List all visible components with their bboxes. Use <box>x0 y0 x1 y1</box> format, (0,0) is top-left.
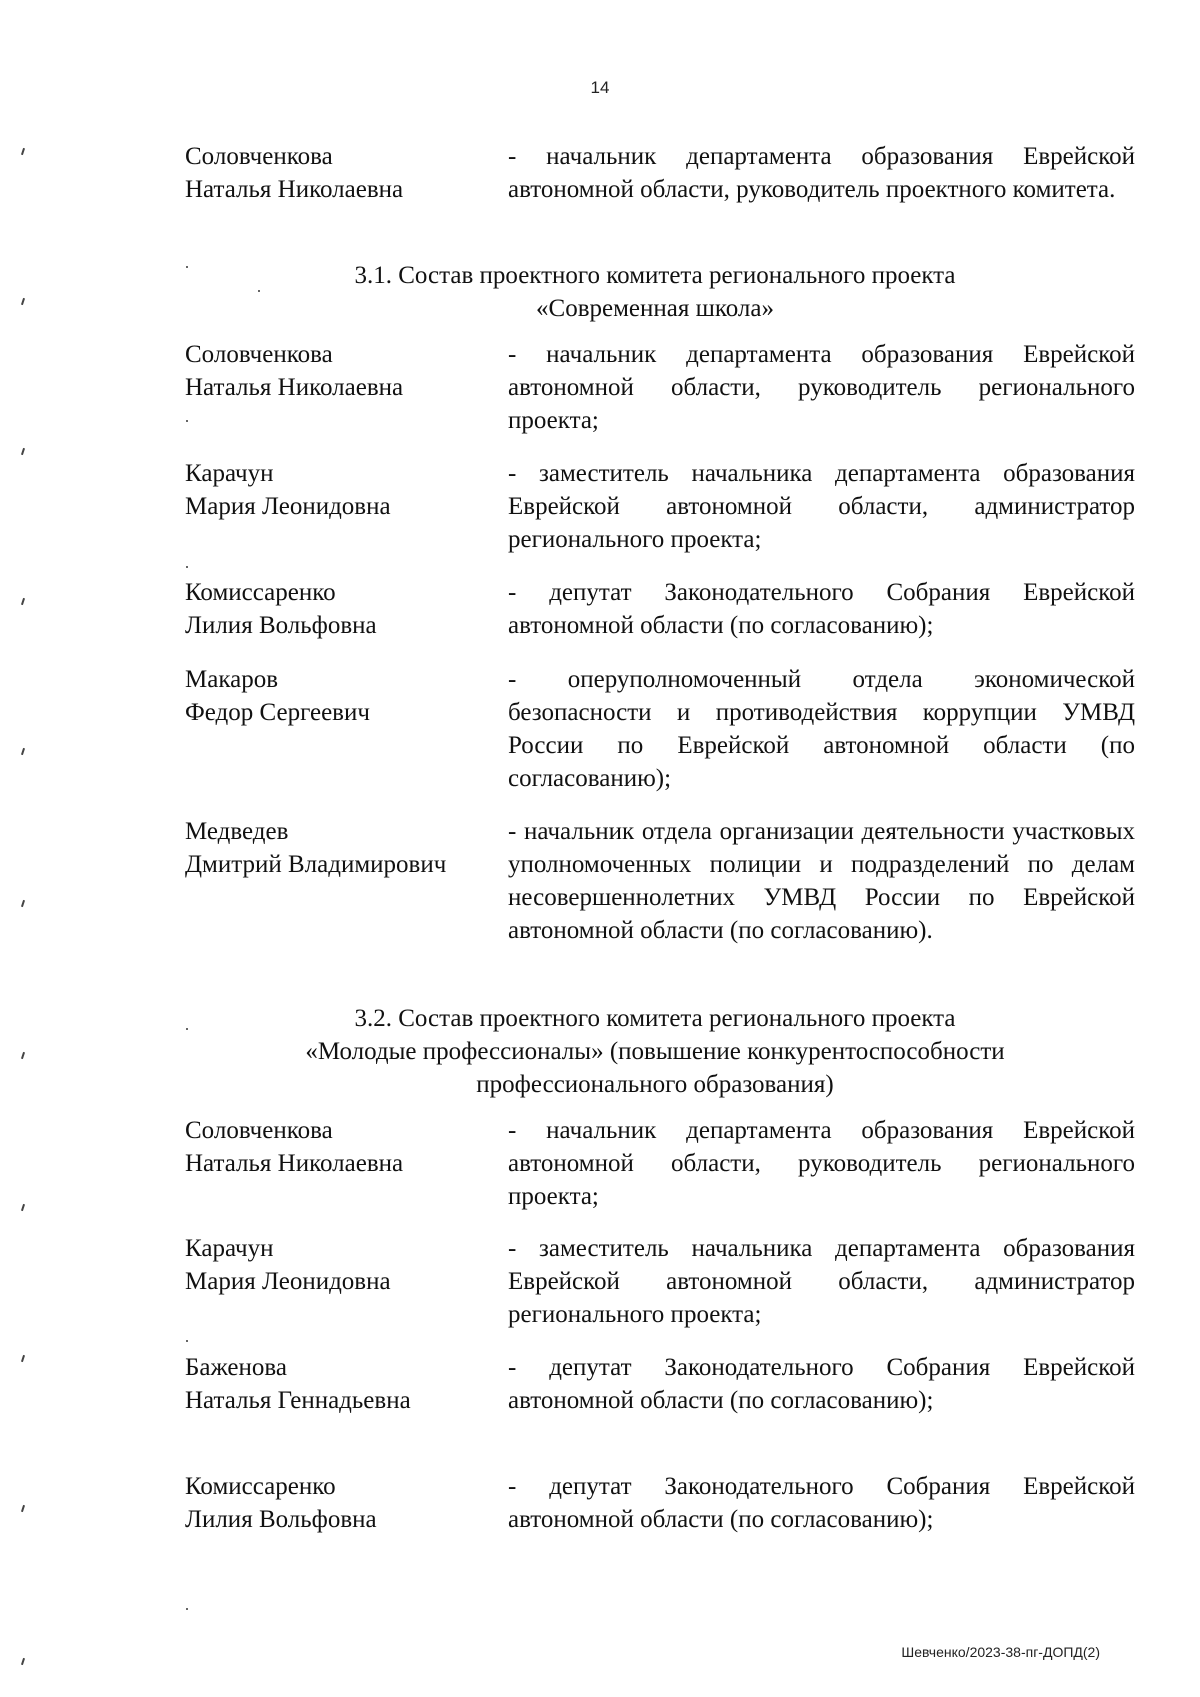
member-given-names: Лилия Вольфовна <box>185 1506 377 1533</box>
section-3-1-entry-1 <box>185 338 1135 437</box>
member-entry <box>185 576 1135 642</box>
intro-entry <box>185 140 1135 206</box>
member-entry <box>185 1114 1135 1213</box>
member-surname: Соловченкова <box>185 341 333 368</box>
section-3-1-title <box>180 259 1130 325</box>
scan-artifact <box>21 1505 25 1512</box>
member-role: - депутат Законодательного Собрания Еврейской автономной области (по согласованию); <box>508 1354 1135 1414</box>
member-name <box>185 1470 508 1536</box>
scan-artifact <box>21 298 25 305</box>
member-role: - оперуполномоченный отдела экономической безопасности и противодействия коррупции УМВД России по Еврейской автономной области (по согласованию); <box>508 666 1135 792</box>
member-name <box>185 457 508 556</box>
member-given-names: Лилия Вольфовна <box>185 612 377 639</box>
section-3-2-entry-2 <box>185 1232 1135 1331</box>
member-role: - депутат Законодательного Собрания Еврейской автономной области (по согласованию); <box>508 579 1135 639</box>
member-given-names: Мария Леонидовна <box>185 493 391 520</box>
member-surname: Медведев <box>185 818 289 845</box>
member-surname: Макаров <box>185 666 278 693</box>
section-title-line: профессионального образования) <box>476 1071 834 1098</box>
scan-artifact <box>186 420 188 422</box>
section-title-line: «Молодые профессионалы» (повышение конкурентоспособности <box>305 1038 1005 1065</box>
member-surname: Комиссаренко <box>185 1473 336 1500</box>
member-given-names: Наталья Николаевна <box>185 1150 404 1177</box>
member-entry <box>185 140 1135 206</box>
section-3-2-title <box>180 1002 1130 1101</box>
member-given-names: Наталья Николаевна <box>185 374 404 401</box>
section-3-1-entry-2 <box>185 457 1135 556</box>
member-surname: Карачун <box>185 1235 274 1262</box>
section-title-line: 3.2. Состав проектного комитета регионального проекта <box>354 1005 956 1032</box>
document-reference-code: Шевченко/2023-38-пг-ДОПД(2) <box>901 1644 1100 1660</box>
member-name <box>185 338 508 437</box>
member-surname: Комиссаренко <box>185 579 336 606</box>
member-surname: Карачун <box>185 460 274 487</box>
member-given-names: Мария Леонидовна <box>185 1268 391 1295</box>
member-entry <box>185 457 1135 556</box>
member-surname: Соловченкова <box>185 143 333 170</box>
scan-artifact <box>21 148 25 155</box>
scan-artifact <box>186 1028 188 1030</box>
scan-artifact <box>186 1608 188 1610</box>
scan-artifact <box>21 1052 25 1059</box>
member-name <box>185 1351 508 1417</box>
scan-artifact <box>21 1204 25 1211</box>
member-name <box>185 576 508 642</box>
scan-artifact <box>21 900 25 907</box>
member-given-names: Наталья Николаевна <box>185 176 404 203</box>
member-name <box>185 1232 508 1331</box>
member-given-names: Дмитрий Владимирович <box>185 851 447 878</box>
member-role: - депутат Законодательного Собрания Еврейской автономной области (по согласованию); <box>508 1473 1135 1533</box>
section-3-2-entry-4 <box>185 1470 1135 1536</box>
member-surname: Баженова <box>185 1354 287 1381</box>
member-role: - начальник департамента образования Еврейской автономной области, руководитель регионального проекта; <box>508 341 1135 434</box>
member-entry <box>185 1351 1135 1417</box>
section-3-2-entry-3 <box>185 1351 1135 1417</box>
section-3-1-entry-5 <box>185 815 1135 947</box>
member-name <box>185 140 508 206</box>
scan-artifact <box>21 748 25 755</box>
member-given-names: Федор Сергеевич <box>185 699 370 726</box>
member-role: - заместитель начальника департамента образования Еврейской автономной области, администратор регионального проекта; <box>508 1235 1135 1328</box>
section-3-1-entry-3 <box>185 576 1135 642</box>
member-name <box>185 815 508 947</box>
member-role: - заместитель начальника департамента образования Еврейской автономной области, администратор регионального проекта; <box>508 460 1135 553</box>
member-role: - начальник отдела организации деятельности участковых уполномоченных полиции и подразделений по делам несовершеннолетних УМВД России по Еврейской автономной области (по согласованию). <box>508 818 1135 944</box>
member-role: - начальник департамента образования Еврейской автономной области, руководитель проектного комитета. <box>508 143 1135 203</box>
member-surname: Соловченкова <box>185 1117 333 1144</box>
scan-artifact <box>258 290 260 292</box>
member-entry <box>185 338 1135 437</box>
member-name <box>185 663 508 795</box>
member-entry <box>185 1470 1135 1536</box>
member-given-names: Наталья Геннадьевна <box>185 1387 411 1414</box>
scan-artifact <box>21 598 25 605</box>
section-title-line: «Современная школа» <box>536 295 774 322</box>
member-role: - начальник департамента образования Еврейской автономной области, руководитель регионального проекта; <box>508 1117 1135 1210</box>
page-number: 14 <box>590 78 610 97</box>
member-entry <box>185 815 1135 947</box>
member-entry <box>185 663 1135 795</box>
section-title-line: 3.1. Состав проектного комитета регионального проекта <box>354 262 956 289</box>
member-name <box>185 1114 508 1213</box>
scan-artifact <box>21 1658 25 1665</box>
member-entry <box>185 1232 1135 1331</box>
scan-artifact <box>186 266 188 268</box>
scan-artifact <box>186 1340 188 1342</box>
scan-artifact <box>186 566 188 568</box>
section-3-1-entry-4 <box>185 663 1135 795</box>
section-3-2-entry-1 <box>185 1114 1135 1213</box>
scan-artifact <box>21 448 25 455</box>
scan-artifact <box>21 1355 25 1362</box>
